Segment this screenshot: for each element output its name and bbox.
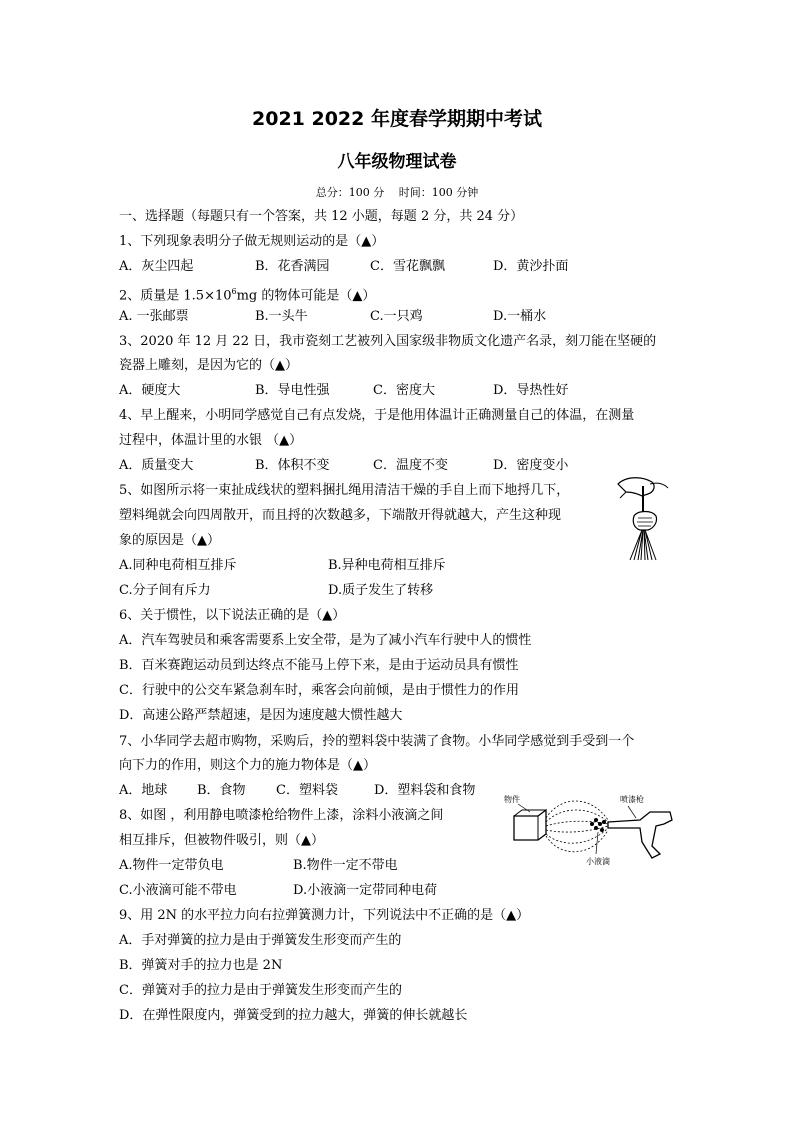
q7-stem-line2: 向下力的作用，则这个力的施力物体是（▲）: [119, 758, 376, 773]
q1-option-a: A．灰尘四起: [119, 259, 194, 274]
q3-option-b: B．导电性强: [255, 383, 330, 398]
exam-title: 2021 2022 年度春学期期中考试: [252, 108, 542, 130]
q1-stem: 1、下列现象表明分子做无规则运动的是（▲）: [119, 234, 385, 249]
q5-option-a: A.同种电荷相互排斥: [119, 558, 237, 573]
q7-option-a: A．地球: [119, 783, 168, 798]
q5-stem-line2: 塑料绳就会向四周散开，而且捋的次数越多，下端散开得就越大，产生这种现: [119, 508, 562, 523]
q8-option-d: D.小液滴一定带同种电荷: [293, 883, 438, 898]
q2-stem-sup: 6: [231, 287, 237, 296]
q7-stem-line1: 7、小华同学去超市购物，采购后，拎的塑料袋中装满了食物。小华同学感觉到手受到一个: [119, 734, 635, 749]
q2-stem-pre: 2、质量是 1.5×10: [119, 288, 232, 304]
spray-gun-figure: [500, 790, 678, 868]
figure-label-object: 物件: [504, 795, 520, 804]
q5-stem-line1: 5、如图所示将一束扯成线状的塑料捆扎绳用清洁干燥的手自上而下地捋几下，: [119, 483, 570, 498]
q2-stem-post: mg 的物体可能是（▲）: [236, 288, 376, 304]
q8-stem-line2: 相互排斥，但被物件吸引，则（▲）: [119, 833, 324, 848]
q6-option-c: C．行驶中的公交车紧急刹车时，乘客会向前倾，是由于惯性力的作用: [119, 683, 519, 698]
q6-option-b: B．百米赛跑运动员到达终点不能马上停下来，是由于运动员具有惯性: [119, 658, 519, 673]
section-heading: 一、选择题（每题只有一个答案，共 12 小题，每题 2 分，共 24 分）: [119, 209, 524, 224]
q2-option-d: D.一桶水: [493, 309, 547, 324]
q9-stem: 9、用 2N 的水平拉力向右拉弹簧测力计，下列说法中不正确的是（▲）: [119, 908, 530, 923]
q9-option-c: C．弹簧对手的拉力是由于弹簧发生形变而产生的: [119, 983, 402, 998]
exam-meta: 总分：100 分 时间：100 分钟: [315, 186, 479, 199]
q2-option-c: C.一只鸡: [370, 309, 423, 324]
q4-option-a: A．质量变大: [119, 458, 194, 473]
q7-option-d: D．塑料袋和食物: [374, 783, 476, 798]
q6-option-d: D．高速公路严禁超速，是因为速度越大惯性越大: [119, 708, 403, 723]
q2-option-b: B.一头牛: [255, 309, 308, 324]
q4-stem-line1: 4、早上醒来，小明同学感觉自己有点发烧，于是他用体温计正确测量自己的体温，在测量: [119, 408, 635, 423]
q8-option-a: A.物件一定带负电: [119, 858, 224, 873]
q3-option-d: D．导热性好: [493, 383, 569, 398]
q1-option-d: D．黄沙扑面: [493, 259, 569, 274]
exam-subtitle: 八年级物理试卷: [337, 152, 457, 172]
q3-option-a: A．硬度大: [119, 383, 181, 398]
q8-stem-line1: 8、如图 ，利用静电喷漆枪给物件上漆，涂料小液滴之间: [119, 808, 444, 823]
q9-option-b: B．弹簧对手的拉力也是 2N: [119, 958, 283, 973]
q7-option-b: B．食物: [197, 783, 246, 798]
q5-stem-line3: 象的原因是（▲）: [119, 533, 220, 548]
q2-stem: [119, 283, 375, 305]
q4-option-d: D．密度变小: [493, 458, 569, 473]
q5-option-d: D.质子发生了转移: [328, 583, 434, 598]
q9-option-d: D．在弹性限度内，弹簧受到的拉力越大，弹簧的伸长就越长: [119, 1008, 468, 1023]
q4-option-c: C．温度不变: [373, 458, 448, 473]
q3-option-c: C．密度大: [373, 383, 435, 398]
q1-option-c: C．雪花飘飘: [370, 259, 445, 274]
q8-option-b: B.物件一定不带电: [293, 858, 398, 873]
q2-option-a: A. 一张邮票: [119, 309, 189, 324]
q7-option-c: C．塑料袋: [276, 783, 338, 798]
q3-stem-line1: 3、2020 年 12 月 22 日，我市瓷刻工艺被列入国家级非物质文化遗产名录，刻刀能在坚硬的: [119, 334, 657, 349]
q4-option-b: B．体积不变: [255, 458, 330, 473]
figure-label-droplet: 小液滴: [586, 857, 610, 866]
figure-label-gun: 喷漆枪: [620, 795, 644, 804]
q3-stem-line2: 瓷器上雕刻，是因为它的（▲）: [119, 358, 298, 373]
plastic-rope-figure: [612, 472, 674, 562]
q6-stem: 6、关于惯性，以下说法正确的是（▲）: [119, 608, 346, 623]
q8-option-c: C.小液滴可能不带电: [119, 883, 237, 898]
q5-option-b: B.异种电荷相互排斥: [328, 558, 446, 573]
q9-option-a: A．手对弹簧的拉力是由于弹簧发生形变而产生的: [119, 933, 402, 948]
q5-option-c: C.分子间有斥力: [119, 583, 211, 598]
q6-option-a: A．汽车驾驶员和乘客需要系上安全带，是为了减小汽车行驶中人的惯性: [119, 633, 532, 648]
q1-option-b: B．花香满园: [255, 259, 330, 274]
q4-stem-line2: 过程中，体温计里的水银 （▲）: [119, 433, 303, 448]
